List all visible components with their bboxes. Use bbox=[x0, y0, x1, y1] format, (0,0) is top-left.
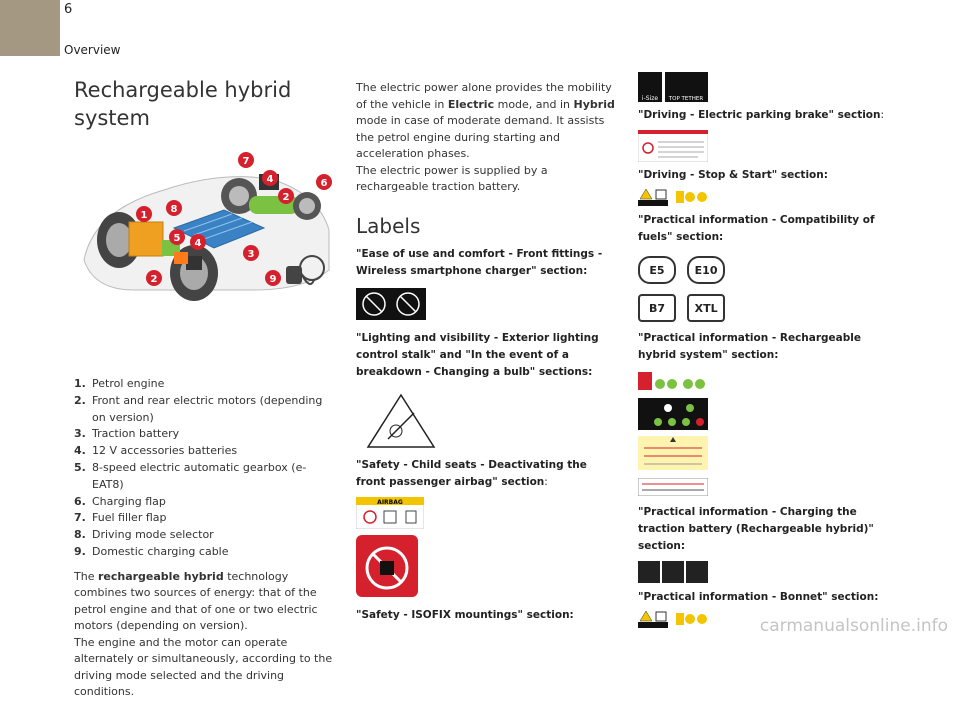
section-tab bbox=[0, 0, 60, 56]
page-number: 6 bbox=[64, 2, 73, 17]
component-list bbox=[74, 376, 336, 561]
section-name: Overview bbox=[64, 43, 121, 57]
callout-label-1: 1 bbox=[140, 210, 148, 221]
callout-label-7: 7 bbox=[242, 156, 250, 167]
callout-label-9: 9 bbox=[269, 274, 277, 285]
fuel-badge-b7: B7 bbox=[638, 294, 676, 322]
list-item: 7. Fuel filler flap bbox=[74, 511, 167, 525]
watermark: carmanualsonline.info bbox=[759, 616, 948, 636]
intro-paragraph-2: The engine and the motor can operate alternately or simultaneously, according to the driving mode selected and the driving conditions. bbox=[74, 635, 333, 699]
hybrid-system-diagram bbox=[74, 140, 336, 320]
label-isofix: "Safety - ISOFIX mountings" section: bbox=[356, 608, 574, 621]
column-left bbox=[74, 76, 336, 701]
label-child-seats: "Safety - Child seats - Deactivating the front passenger airbag" section: bbox=[356, 458, 587, 488]
list-item: 9. Domestic charging cable bbox=[74, 544, 229, 558]
callout-label-4b: 4 bbox=[194, 238, 202, 249]
fuel-badge-xtl: XTL bbox=[687, 294, 725, 322]
fuel-badges-row-2 bbox=[638, 294, 900, 322]
callout-label-3: 3 bbox=[247, 249, 255, 260]
label-bonnet: "Practical information - Bonnet" section: bbox=[638, 591, 879, 603]
label-stop-start: "Driving - Stop & Start" section: bbox=[638, 169, 828, 181]
fuel-badges-row-1 bbox=[638, 256, 900, 284]
label-parking-brake: "Driving - Electric parking brake" section: bbox=[638, 109, 885, 121]
label-hybrid-system: "Practical information - Rechargeable hybrid system" section: bbox=[638, 332, 862, 361]
intro-paragraph-1: The rechargeable hybrid technology combines two sources of energy: that of the petrol engine and that of one or two electric motors (depending on version). bbox=[74, 569, 318, 633]
list-item: 4. 12 V accessories batteries bbox=[74, 444, 238, 458]
label-wireless-charger: "Ease of use and comfort - Front fittings - Wireless smartphone charger" section: bbox=[356, 247, 603, 277]
callout-label-8: 8 bbox=[170, 204, 178, 215]
bulb-warning-sticker bbox=[366, 393, 436, 449]
hybrid-sticker-2 bbox=[638, 398, 708, 430]
passenger-airbag-sticker bbox=[356, 535, 418, 597]
wireless-charger-sticker bbox=[356, 288, 426, 320]
callout-label-2a: 2 bbox=[282, 192, 290, 203]
electric-power-paragraph: The electric power alone provides the mobility of the vehicle in Electric mode, and in Hybrid mode in case of moderate demand. It assists the petrol engine during starting and acceleration phases. bbox=[356, 81, 615, 160]
column-middle bbox=[356, 80, 618, 624]
list-item: 5. 8-speed electric automatic gearbox (e-EAT8) bbox=[74, 460, 307, 491]
hybrid-sticker-4 bbox=[638, 478, 708, 496]
parking-brake-sticker bbox=[638, 130, 708, 162]
list-item: 1. Petrol engine bbox=[74, 377, 165, 390]
list-item: 8. Driving mode selector bbox=[74, 528, 214, 542]
hybrid-sticker-3 bbox=[638, 436, 708, 470]
column-right bbox=[638, 72, 900, 628]
page-title: Rechargeable hybrid system bbox=[74, 78, 292, 130]
stop-start-sticker bbox=[638, 188, 708, 206]
callout-label-4a: 4 bbox=[266, 174, 274, 185]
list-item: 3. Traction battery bbox=[74, 427, 180, 441]
top-tether-text: TOP TETHER bbox=[668, 96, 704, 102]
traction-battery-paragraph: The electric power is supplied by a rechargeable traction battery. bbox=[356, 163, 548, 193]
label-fuels: "Practical information - Compatibility of fuels" section: bbox=[638, 214, 875, 243]
label-charging: "Practical information - Charging the traction battery (Rechargeable hybrid)" section: bbox=[638, 506, 874, 552]
isize-text: i-Size bbox=[641, 95, 659, 102]
callout-label-2b: 2 bbox=[150, 274, 158, 285]
airbag-sticker-text: AIRBAG bbox=[377, 498, 403, 506]
list-item: 2. Front and rear electric motors (depending on version) bbox=[74, 393, 323, 424]
hybrid-sticker-1 bbox=[638, 370, 708, 392]
label-lighting: "Lighting and visibility - Exterior lighting control stalk" and "In the event of a breakdown - Changing a bulb" sections: bbox=[356, 331, 599, 378]
charging-sticker bbox=[638, 561, 708, 583]
labels-heading: Labels bbox=[356, 213, 421, 238]
isofix-sticker bbox=[638, 72, 708, 102]
airbag-sticker bbox=[356, 497, 424, 529]
callout-label-5: 5 bbox=[173, 233, 181, 244]
bonnet-sticker bbox=[638, 610, 708, 628]
callout-label-6: 6 bbox=[320, 178, 328, 189]
fuel-badge-e5: E5 bbox=[638, 256, 676, 284]
list-item: 6. Charging flap bbox=[74, 494, 166, 508]
fuel-badge-e10: E10 bbox=[687, 256, 725, 284]
